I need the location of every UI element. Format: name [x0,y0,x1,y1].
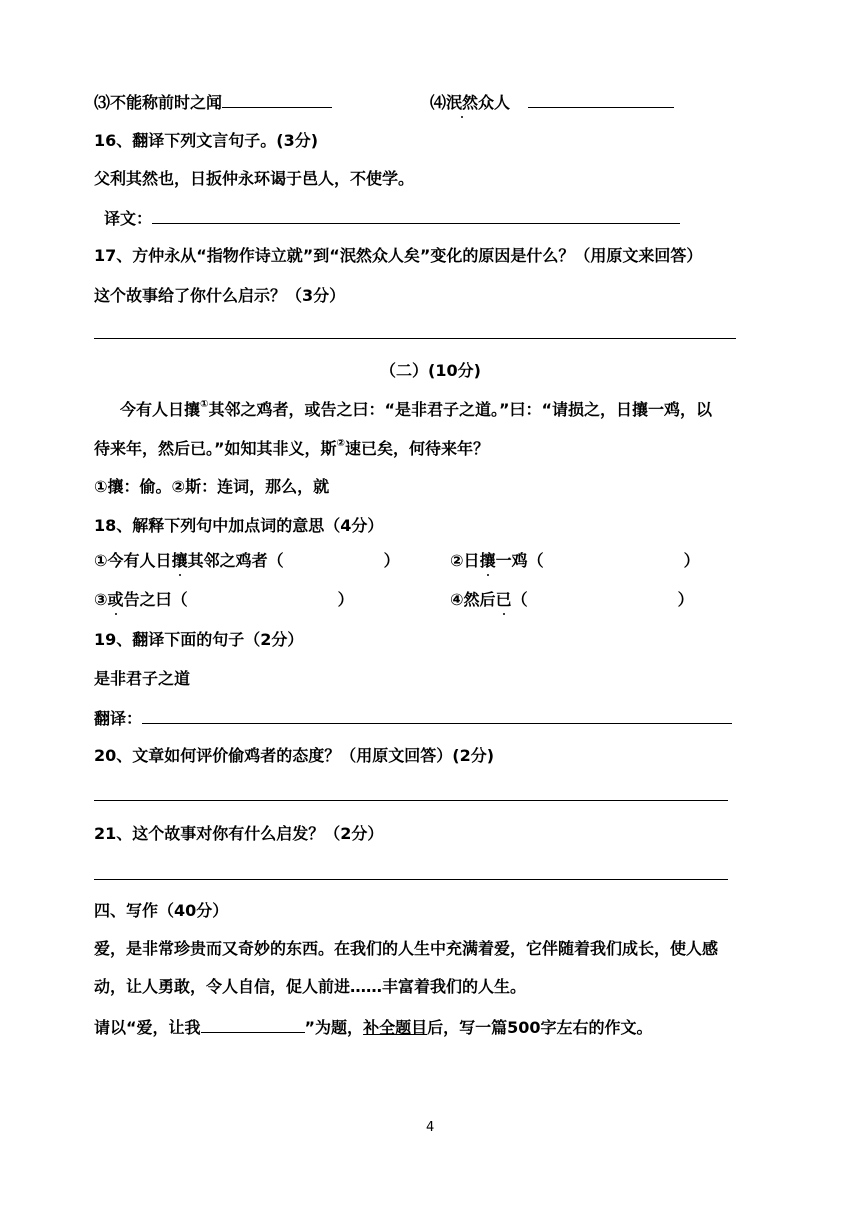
q15-item3: ⑶不能称前时之闻 [94,91,332,113]
dotted-word: 已 [495,590,512,609]
dotted-word: 泯然 [446,93,479,112]
q18-item1: ①今有人日攘其邻之鸡者（ ） [94,551,400,570]
answer-line[interactable] [94,338,736,339]
q16-sentence: 父利其然也，日扳仲永环谒于邑人，不使学。 [94,169,415,188]
q19-title: 19、翻译下面的句子（2分） [94,630,304,649]
answer-blank[interactable] [222,91,332,108]
dotted-word: 或 [107,590,124,609]
writing-line1: 爱，是非常珍贵而又奇妙的东西。在我们的人生中充满着爱，它伴随着我们成长，使人感 [94,939,719,958]
section-heading: （二）(10分) [380,361,481,380]
underlined-phrase: 补全题目 [363,1018,428,1037]
q21-title: 21、这个故事对你有什么启发？（2分） [94,824,384,843]
writing-heading: 四、写作（40分） [94,901,229,920]
title-blank[interactable] [201,1016,305,1033]
footnote-marker-2: ② [336,438,345,449]
q18-item2: ②日攘一鸡（ ） [450,551,700,570]
writing-prompt: 请以“爱，让我 ”为题，补全题目后，写一篇500字左右的作文。 [94,1018,653,1037]
q18-item3: ③或告之曰（ ） [94,590,354,609]
q20-title: 20、文章如何评价偷鸡者的态度？（用原文回答）(2分) [94,746,495,765]
q17-line1: 17、方仲永从“指物作诗立就”到“泯然众人矣”变化的原因是什么？（用原文来回答） [94,246,703,265]
q15-item4: ⑷泯然众人 [430,91,674,113]
q16-title: 16、翻译下列文言句子。(3分) [94,131,319,150]
q18-item4: ④然后已（ ） [450,590,694,609]
dotted-word: 攘 [171,551,188,570]
footnote-marker-1: ① [200,399,209,410]
q19-translation: 翻译： [94,707,732,729]
answer-line[interactable] [94,879,728,880]
writing-line2: 动，让人勇敢，令人自信，促人前进……丰富着我们的人生。 [94,977,527,996]
answer-blank[interactable] [142,707,732,724]
q17-line2: 这个故事给了你什么启示？（3分） [94,286,346,305]
q16-translation: 译文： [104,207,680,229]
answer-blank[interactable] [528,91,674,108]
footnotes: ①攘：偷。②斯：连词，那么，就 [94,477,330,496]
passage-line1: 今有人日攘①其邻之鸡者，或告之曰：“是非君子之道。”曰：“请损之，日攘一鸡，以 [120,399,713,419]
answer-blank[interactable] [152,207,680,224]
q19-sentence: 是非君子之道 [94,669,191,688]
page-number: 4 [426,1120,435,1135]
q18-title: 18、解释下列句中加点词的意思（4分） [94,516,384,535]
dotted-word: 攘 [479,551,496,570]
passage-line2: 待来年，然后已。”如知其非义，斯②速已矣，何待来年？ [94,438,490,458]
answer-line[interactable] [94,800,728,801]
